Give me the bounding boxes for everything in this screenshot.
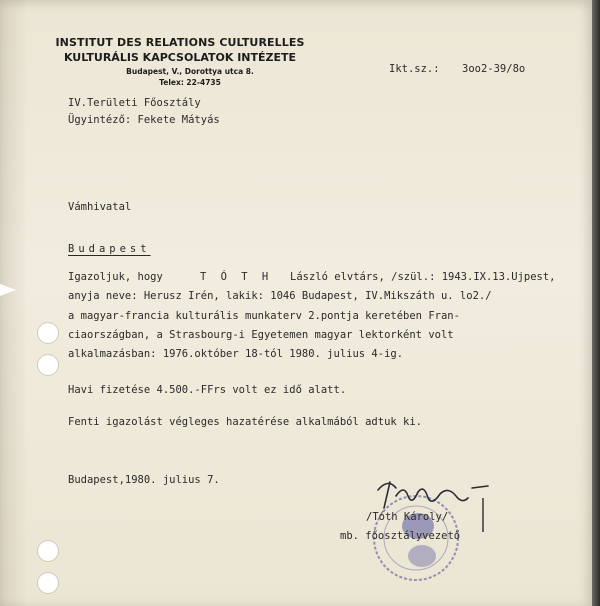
recipient-city: Budapest [68,243,151,255]
body-line: ciaországban, a Strasbourg-i Egyetemen magyar lektorként volt [68,329,454,341]
body-line: anyja neve: Herusz Irén, lakik: 1046 Budapest, IV.Mikszáth u. lo2./ [68,290,492,302]
reference-label: Ikt.sz.: [389,63,440,75]
paper-tear [0,284,16,296]
margin-shadow [0,0,28,606]
signatory-name: /Tóth Károly/ [366,511,449,523]
letterhead-line1: INSTITUT DES RELATIONS CULTURELLES [55,36,305,49]
letterhead-line2: KULTURÁLIS KAPCSOLATOK INTÉZETE [63,51,297,64]
punch-hole [38,355,58,375]
punch-hole [38,541,58,561]
letterhead-telex: Telex: 22-4735 [159,78,221,87]
signatory-title: mb. főosztályvezető [340,530,461,542]
recipient-office: Vámhivatal [68,201,132,213]
body-line: a magyar-francia kulturális munkaterv 2.pontja keretében Fran- [68,310,460,322]
letterhead-address: Budapest, V., Dorottya utca 8. [126,67,254,76]
reference-number: 3oo2-39/8o [462,63,526,75]
body-line: László elvtárs, /szül.: 1943.IX.13.Ujpest, [290,271,556,283]
closing-line: Fenti igazolást végleges hazatérése alkalmából adtuk ki. [68,416,423,428]
signature-stroke [478,496,488,534]
date-place: Budapest,1980. julius 7. [68,474,220,486]
scan-edge [592,0,600,606]
sender-department: IV.Területi Főosztály [68,97,201,109]
punch-hole [38,323,58,343]
salary-line: Havi fizetése 4.500.-FFrs volt ez idő alatt. [68,384,347,396]
body-line: alkalmazásban: 1976.október 18-tól 1980. julius 4-ig. [68,348,404,360]
punch-hole [38,573,58,593]
body-line: Igazoljuk, hogy [68,271,163,283]
person-name: T Ó T H [200,271,273,283]
sender-handler: Ügyintéző: Fekete Mátyás [68,114,220,126]
